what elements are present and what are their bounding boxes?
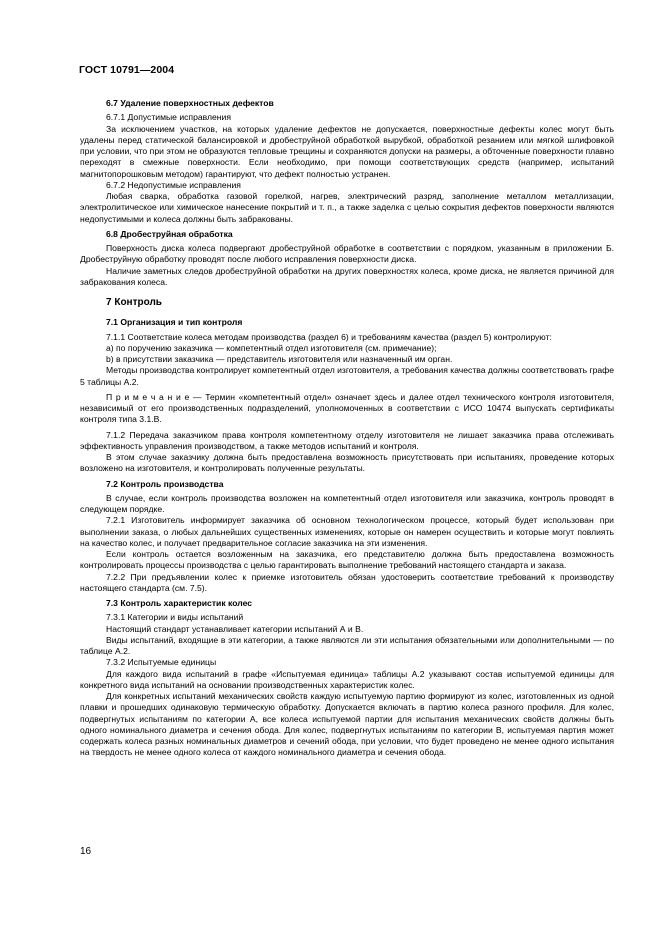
paragraph: 7.1.2 Передача заказчиком права контроля компетентному отделу изготовителя не лишает заказчика права отслеживать эффективность управления производством, а также методов испытаний и контроля. — [80, 429, 614, 451]
paragraph: Любая сварка, обработка газовой горелкой, нагрев, электрический разряд, заполнение металлом металлизации, электролитическое или химическое нанесение покрытий и т. п., а также заделка с целью сокрытия дефектов поверхности являются недопустимыми и колеса должны быть забракованы. — [80, 191, 614, 224]
document-body — [80, 94, 614, 759]
section-heading: 7.2 Контроль производства — [106, 478, 224, 489]
page-number: 16 — [80, 846, 92, 857]
document-header: ГОСТ 10791—2004 — [79, 64, 175, 76]
paragraph: Поверхность диска колеса подвергают дробеструйной обработке в соответствии с порядком, указанным в приложении Б. Дробеструйную обработку проводят после любого исправления поверхности диска. — [80, 243, 614, 265]
list-item: а) по поручению заказчика — компетентный отдел изготовителя (см. примечание); — [106, 342, 437, 353]
chapter-heading: 7 Контроль — [106, 297, 162, 308]
paragraph: Методы производства контролирует компетентный отдел изготовителя, а требования качества должны соответствовать графе 5 таблицы А.2. — [80, 365, 614, 387]
paragraph: 7.2.1 Изготовитель информирует заказчика об основном технологическом процессе, который будет использован при выполнении заказа, о любых дальнейших существенных изменениях, которые он намерен осуществить и которые могут повлиять на качество колес, и получает предварительное согласие заказчика на эти изменения. — [80, 515, 614, 548]
paragraph: Для конкретных испытаний механических свойств каждую испытуемую партию формируют из колес, изготовленных из одной плавки и прошедших одинаковую термическую обработку. Допускается включать в партию колеса разного профиля. Для колес, подвергнутых испытаниям по категории А, все колеса испытуемой партии для испытания механических свойств должны быть одного номинального диаметра и сечения обода. Для колес, подвергнутых испытаниям по категории В, испытуемая партия может содержать колеса разных номинальных диаметров и сечений обода, при условии, что будет проведено не менее одного испытания на твердость не менее одного колеса от каждого номинального диаметра и сечения обода. — [80, 691, 614, 758]
paragraph: 7.2.2 При предъявлении колес к приемке изготовитель обязан удостоверить соответствие требований к производству настоящего стандарта (см. 7.5). — [80, 571, 614, 593]
paragraph: В случае, если контроль производства возложен на компетентный отдел изготовителя или заказчика, контроль проводят в следующем порядке. — [80, 492, 614, 514]
paragraph: Настоящий стандарт устанавливает категории испытаний А и В. — [106, 623, 364, 634]
list-item: b) в присутствии заказчика — представитель изготовителя или назначенный им орган. — [106, 354, 453, 364]
paragraph: Если контроль остается возложенным на заказчика, его представителю должна быть предоставлена возможность контролировать процессы производства с целью гарантировать выполнение требований настоящего стандарта и заказа. — [80, 549, 614, 571]
subsection-heading: 7.3.1 Категории и виды испытаний — [106, 612, 244, 623]
paragraph: 7.1.1 Соответствие колеса методам производства (раздел 6) и требованиям качества (раздел 5) контролируют: — [106, 331, 552, 342]
section-heading: 7.3 Контроль характеристик колес — [106, 598, 253, 608]
subsection-heading: 7.3.2 Испытуемые единицы — [106, 657, 217, 668]
subsection-heading: 6.7.2 Недопустимые исправления — [106, 179, 241, 190]
section-heading: 6.7 Удаление поверхностных дефектов — [106, 98, 274, 108]
paragraph: За исключением участков, на которых удаление дефектов не допускается, поверхностные дефекты колес могут быть удалены перед статической балансировкой и дробеструйной обработкой вырубкой, обработкой резанием или мягкой шлифовкой при условии, что при этом не образуются тепловые трещины и сохраняются допуски на размеры, а обточенные поверхности плавно переходят в смежные поверхности. Если необходимо, при помощи соответствующих средств (например, испытаний магнитопорошковым методом) гарантируют, что дефект полностью устранен. — [80, 123, 614, 179]
paragraph: В этом случае заказчику должна быть предоставлена возможность присутствовать при испытаниях, проведение которых возложено на изготовителя, и контролировать полученные результаты. — [80, 452, 614, 474]
section-heading: 7.1 Организация и тип контроля — [106, 317, 243, 328]
subsection-heading: 6.7.1 Допустимые исправления — [106, 112, 232, 123]
paragraph: Наличие заметных следов дробеструйной обработки на других поверхностях колеса, кроме диска, не является причиной для забракования колеса. — [80, 265, 614, 287]
paragraph: П р и м е ч а н и е — Термин «компетентный отдел» означает здесь и далее отдел технического контроля изготовителя, независимый от его производственных подразделений, уполномоченных в соответствии с ИСО 10474 выпускать сертификаты контроля типа 3.1.В. — [80, 391, 614, 425]
section-heading: 6.8 Дробеструйная обработка — [106, 228, 233, 239]
paragraph: Для каждого вида испытаний в графе «Испытуемая единица» таблицы А.2 указывают состав испытуемой единицы для конкретного вида испытаний на основании производственных характеристик колес. — [80, 668, 614, 690]
paragraph: Виды испытаний, входящие в эти категории, а также являются ли эти испытания обязательными или дополнительными — по таблице А.2. — [80, 634, 614, 656]
